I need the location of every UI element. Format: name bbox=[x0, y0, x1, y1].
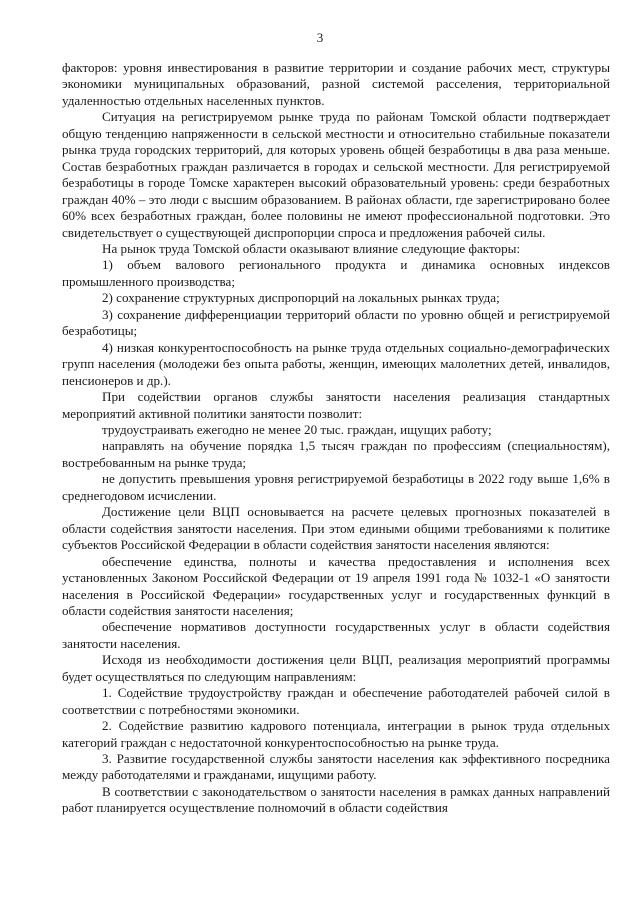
list-item: 1. Содействие трудоустройству граждан и обеспечение работодателей рабочей силой в соответствии с потребностями экономики. bbox=[62, 685, 610, 717]
list-item: не допустить превышения уровня регистрируемой безработицы в 2022 году выше 1,6% в среднегодовом исчислении. bbox=[62, 471, 610, 503]
list-item: 1) объем валового регионального продукта и динамика основных индексов промышленного производства; bbox=[62, 257, 610, 289]
paragraph: Ситуация на регистрируемом рынке труда по районам Томской области подтверждает общую тенденцию напряженности в сельской местности и относительно стабильные показатели рынка труда городских территорий, для которых уровень общей безработицы в два раза меньше. Состав безработных граждан различается в городах и сельской местности. Для регистрируемой безработицы в городе Томске характерен высокий образовательный уровень: среди безработных граждан 40% – это люди с высшим образованием. В районах области, где зарегистрировано более 60% всех безработных граждан, более половины не имеют профессиональной подготовки. Это свидетельствует о существующей диспропорции спроса и предложения рабочей силы. bbox=[62, 109, 610, 240]
page-number: 3 bbox=[316, 30, 324, 45]
paragraph: При содействии органов службы занятости населения реализация стандартных мероприятий активной политики занятости позволит: bbox=[62, 389, 610, 421]
paragraph: Исходя из необходимости достижения цели ВЦП, реализация мероприятий программы будет осуществляться по следующим направлениям: bbox=[62, 652, 610, 684]
list-item: обеспечение нормативов доступности государственных услуг в области содействия занятости населения. bbox=[62, 619, 610, 651]
paragraph: В соответствии с законодательством о занятости населения в рамках данных направлений работ планируется осуществление полномочий в области содействия bbox=[62, 783, 610, 816]
list-item: 2) сохранение структурных диспропорций на локальных рынках труда; bbox=[102, 290, 500, 306]
list-item: 3. Развитие государственной службы занятости населения как эффективного посредника между работодателями и гражданами, ищущими работу. bbox=[62, 751, 610, 783]
document-body bbox=[62, 60, 610, 817]
paragraph: факторов: уровня инвестирования в развитие территории и создание рабочих мест, структуры экономики муниципальных образований, разной системой расселения, территориальной удаленностью отдельных населенных пунктов. bbox=[62, 60, 610, 108]
list-item: 2. Содействие развитию кадрового потенциала, интеграции в рынок труда отдельных категорий граждан с недостаточной конкурентоспособностью на рынке труда. bbox=[62, 718, 610, 750]
list-item: направлять на обучение порядка 1,5 тысяч граждан по профессиям (специальностям), востребованным на рынке труда; bbox=[62, 438, 610, 470]
list-item: 4) низкая конкурентоспособность на рынке труда отдельных социально-демографических групп населения (молодежи без опыта работы, женщин, имеющих малолетних детей, инвалидов, пенсионеров и др.). bbox=[62, 339, 610, 388]
paragraph: На рынок труда Томской области оказывают влияние следующие факторы: bbox=[102, 240, 521, 256]
list-item: 3) сохранение дифференциации территорий области по уровню общей и регистрируемой безработицы; bbox=[62, 306, 610, 339]
list-item: обеспечение единства, полноты и качества предоставления и исполнения всех установленных Законом Российской Федерации от 19 апреля 1991 года № 1032-1 «О занятости населения в Российской Федерации» государственных услуг и государственных функций в области содействия занятости населения; bbox=[62, 553, 610, 618]
list-item: трудоустраивать ежегодно не менее 20 тыс. граждан, ищущих работу; bbox=[102, 421, 492, 437]
paragraph: Достижение цели ВЦП основывается на расчете целевых прогнозных показателей в области содействия занятости населения. При этом едиными общими требованиями к политике субъектов Российской Федерации в области содействия занятости населения являются: bbox=[62, 504, 610, 553]
